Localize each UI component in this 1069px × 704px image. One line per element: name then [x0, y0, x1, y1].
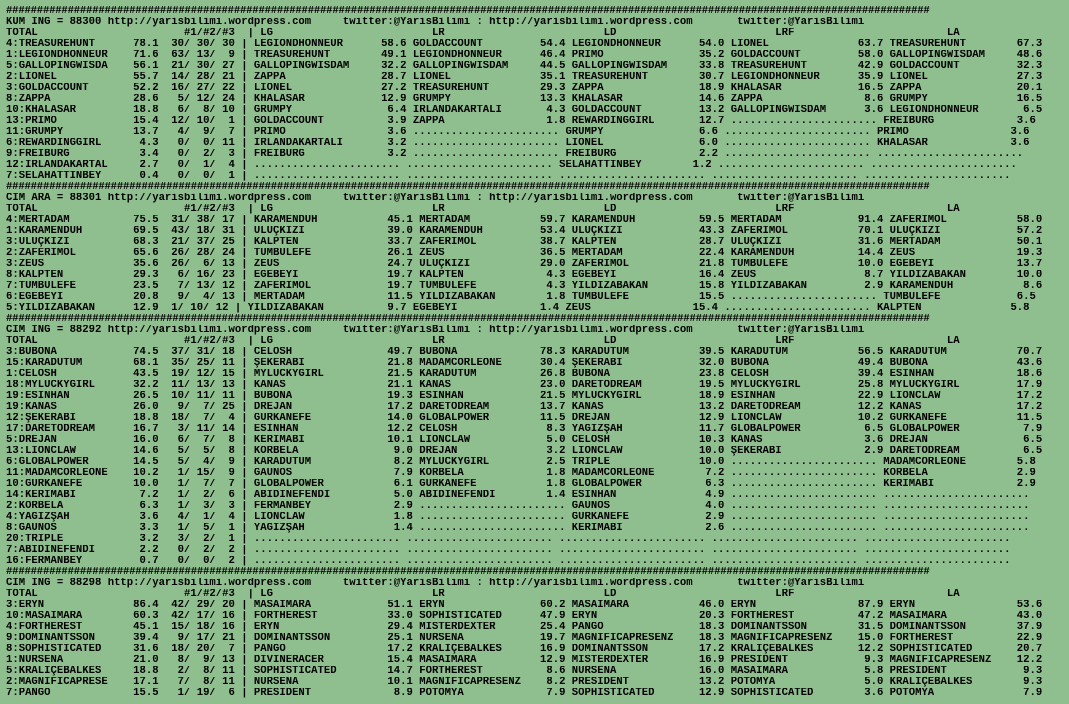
table-row: 1:LEGIONDHONNEUR 71.6 63/ 13/ 9 | TREASUREHUNT 49.1 LEGIONDHONNEUR 46.4 PRIMO 35.2 GOLDACCOUNT 58.0 GALLOPINGWISDAM 48.6: [6, 50, 1043, 61]
table-row: 18:MYLUCKYGIRL 32.2 11/ 13/ 13 | KANAS 21.1 KANAS 23.0 DARETODREAM 19.5 MYLUCKYGIRL 25.8 MYLUCKYGIRL 17.9: [6, 380, 1043, 391]
table-row: 1:KARAMENDUH 69.5 43/ 18/ 31 | ULUÇKIZI 39.0 KARAMENDUH 53.4 ULUÇKIZI 43.3 ZAFERİMOL 70.1 ULUÇKIZI 57.2: [6, 226, 1043, 237]
section-header: KUM ING = 88300 http://yarisbilimi.wordpress.com twitter:@YarisBilimi : http://yarisbilimi.wordpress.com twitter:@YarisBilimi: [6, 17, 865, 28]
table-row: 7:TUMBULEFE 23.5 7/ 13/ 12 | ZAFERİMOL 19.7 TUMBULEFE 4.3 YILDIZABAKAN 15.8 YILDIZABAKAN 2.9 KARAMENDUH 8.6: [6, 281, 1043, 292]
table-row: 19:KANAS 26.0 9/ 7/ 25 | DREJAN 17.2 DARETODREAM 13.7 KANAS 13.2 DARETODREAM 12.2 KANAS 17.2: [6, 402, 1043, 413]
section-header: CIM ARA = 88301 http://yarisbilimi.wordpress.com twitter:@YarisBilimi : http://yarisbilimi.wordpress.com twitter:@YarisBilimi: [6, 193, 865, 204]
table-row: 3:ERYN 86.4 42/ 29/ 20 | MASAIMARA 51.1 ERYN 60.2 MASAIMARA 46.0 ERYN 87.9 ERYN 53.6: [6, 600, 1043, 611]
column-header-row: TOTAL #1/#2/#3 | LG LR LD LRF LA: [6, 28, 960, 39]
table-row: 13:LIONCLAW 14.6 5/ 5/ 8 | KÖRBELA 9.0 DREJAN 3.2 LIONCLAW 10.0 ŞEKERABİ 2.9 DARETODREAM 6.5: [6, 446, 1043, 457]
table-row: 1:CELOSH 43.5 19/ 12/ 15 | MYLUCKYGIRL 21.5 KARADUTUM 26.8 BUBONA 23.8 CELOSH 39.4 ESİNHAN 18.6: [6, 369, 1043, 380]
table-row: 1:NURSENA 21.0 8/ 9/ 13 | DIVINERACER 15.4 MASAIMARA 12.9 MISTERDEXTER 16.9 PRESIDENT 9.3 MAGNIFICAPRESENZ 12.2: [6, 655, 1043, 666]
table-row: 16:FERMANBEY 0.7 0/ 0/ 2 | ....................... ....................... ....................... ....................... .......................: [6, 556, 1011, 567]
column-header-row: TOTAL #1/#2/#3 | LG LR LD LRF LA: [6, 336, 960, 347]
section-kum-ing-88300: [6, 17, 1069, 182]
section-cim-ing-88298: [6, 578, 1069, 699]
table-row: 8:ZAPPA 28.6 5/ 12/ 24 | KHALASAR 12.9 GRUMPY 13.3 KHALASAR 14.6 ZAPPA 8.6 GRUMPY 16.5: [6, 94, 1043, 105]
table-row: 5:GALLOPINGWISDA 56.1 21/ 30/ 27 | GALLOPINGWISDAM 32.2 GALLOPINGWISDAM 44.5 GALLOPINGWISDAM 33.8 TREASUREHUNT 42.9 GOLDACCOUNT 32.3: [6, 61, 1043, 72]
table-row: 13:PRIMO 15.4 12/ 10/ 1 | GOLDACCOUNT 3.9 ZAPPA 1.8 REWARDINGGIRL 12.7 ....................... FREIBURG 3.6: [6, 116, 1036, 127]
table-row: 14:KERİMABİ 7.2 1/ 2/ 6 | ABİDİNEFENDİ 5.0 ABİDİNEFENDİ 1.4 ESİNHAN 4.9 ....................... .......................: [6, 490, 1030, 501]
table-row: 7:ABİDİNEFENDİ 2.2 0/ 2/ 2 | ....................... ....................... ....................... ....................... .......................: [6, 545, 1011, 556]
table-row: 12:İRLANDAKARTAL 2.7 0/ 1/ 4 | ....................... ....................... SELAHATTİNBEY 1.2 ....................... .......................: [6, 160, 1017, 171]
table-row: 9:DOMINANTSSON 39.4 9/ 17/ 21 | DOMINANTSSON 25.1 NURSENA 19.7 MAGNIFICAPRESENZ 18.3 MAGNIFICAPRESENZ 15.0 FORTHEREST 22.9: [6, 633, 1043, 644]
table-row: 2:KÖRBELA 6.3 1/ 3/ 3 | FERMANBEY 2.9 ....................... GAUNOS 4.0 ....................... .......................: [6, 501, 1030, 512]
table-row: 3:ULUÇKIZI 68.3 21/ 37/ 25 | KALPTEN 33.7 ZAFERİMOL 38.7 KALPTEN 28.7 ULUÇKIZI 31.6 MERTADAM 50.1: [6, 237, 1043, 248]
table-row: 8:SOPHISTICATED 31.6 18/ 20/ 7 | PANGO 17.2 KRALİÇEBALKES 16.9 DOMINANTSSON 17.2 KRALİÇEBALKES 12.2 SOPHISTICATED 20.7: [6, 644, 1043, 655]
section-cim-ara-88301: [6, 193, 1069, 314]
table-row: 4:FORTHEREST 45.1 15/ 18/ 16 | ERYN 29.4 MISTERDEXTER 25.4 PANGO 18.3 DOMINANTSSON 31.5 DOMINANTSSON 37.9: [6, 622, 1043, 633]
table-row: 8:GAUNOS 3.3 1/ 5/ 1 | YAĞIZŞAH 1.4 ....................... KERİMABİ 2.6 ....................... .......................: [6, 523, 1030, 534]
table-row: 20:TRIPLE 3.2 3/ 2/ 1 | ....................... ....................... ....................... ....................... .......................: [6, 534, 1011, 545]
separator-line: ######################################################################################################################################################: [6, 6, 930, 17]
table-row: 7:SELAHATTİNBEY 0.4 0/ 0/ 1 | ....................... ....................... ....................... ....................... .......................: [6, 171, 1011, 182]
table-row: 2:LIONEL 55.7 14/ 28/ 21 | ZAPPA 28.7 LIONEL 35.1 TREASUREHUNT 30.7 LEGIONDHONNEUR 35.9 LIONEL 27.3: [6, 72, 1043, 83]
table-row: 4:MERTADAM 75.5 31/ 38/ 17 | KARAMENDUH 45.1 MERTADAM 59.7 KARAMENDUH 59.5 MERTADAM 91.4 ZAFERİMOL 58.0: [6, 215, 1043, 226]
table-row: 15:KARADUTUM 68.1 35/ 25/ 11 | ŞEKERABİ 21.8 MADAMCORLEONE 30.4 ŞEKERABİ 32.0 BUBONA 49.4 BUBONA 43.6: [6, 358, 1043, 369]
column-header-row: TOTAL #1/#2/#3 | LG LR LD LRF LA: [6, 589, 960, 600]
table-row: 6:GLOBALPOWER 14.5 5/ 4/ 9 | KARADUTUM 8.2 MYLUCKYGIRL 2.5 TRIPLE 10.0 ....................... MADAMCORLEONE 5.8: [6, 457, 1036, 468]
section-header: CIM ING = 88298 http://yarisbilimi.wordpress.com twitter:@YarisBilimi : http://yarisbilimi.wordpress.com twitter:@YarisBilimi: [6, 578, 865, 589]
table-row: 10:GÜRKANEFE 10.0 1/ 7/ 7 | GLOBALPOWER 6.1 GÜRKANEFE 1.8 GLOBALPOWER 6.3 ....................... KERİMABİ 2.9: [6, 479, 1036, 490]
table-row: 3:ZEUS 35.6 26/ 6/ 13 | ZEUS 24.7 ULUÇKIZI 29.0 ZAFERİMOL 21.8 TUMBULEFE 10.0 EGEBEYİ 13.7: [6, 259, 1043, 270]
table-row: 11:MADAMCORLEONE 10.2 1/ 15/ 9 | GAUNOS 7.9 KÖRBELA 1.8 MADAMCORLEONE 7.2 ....................... KÖRBELA 2.9: [6, 468, 1036, 479]
table-row: 11:GRUMPY 13.7 4/ 9/ 7 | PRIMO 3.6 ....................... GRUMPY 6.6 ....................... PRIMO 3.6: [6, 127, 1030, 138]
separator-line: ######################################################################################################################################################: [6, 567, 930, 578]
table-row: 10:KHALASAR 18.8 6/ 8/ 10 | GRUMPY 6.4 İRLANDAKARTALI 4.3 GOLDACCOUNT 13.2 GALLOPINGWISDAM 3.6 LEGIONDHONNEUR 6.5: [6, 105, 1043, 116]
column-header-row: TOTAL #1/#2/#3 | LG LR LD LRF LA: [6, 204, 960, 215]
table-row: 5:YILDIZABAKAN 12.9 1/ 10/ 12 | YILDIZABAKAN 9.7 EGEBEYİ 1.4 ZEUS 15.4 ....................... KALPTEN 5.8: [6, 303, 1030, 314]
table-row: 10:MASAIMARA 60.3 42/ 17/ 16 | FORTHEREST 33.0 SOPHISTICATED 47.9 ERYN 20.3 FORTHEREST 47.2 MASAIMARA 43.0: [6, 611, 1043, 622]
table-row: 4:YAĞIZŞAH 3.6 4/ 1/ 4 | LIONCLAW 1.8 ....................... GÜRKANEFE 2.9 ....................... .......................: [6, 512, 1030, 523]
table-row: 5:DREJAN 16.0 6/ 7/ 8 | KERİMABİ 10.1 LIONCLAW 5.0 CELOSH 10.3 KANAS 3.6 DREJAN 6.5: [6, 435, 1043, 446]
table-row: 12:ŞEKERABİ 18.8 18/ 7/ 4 | GÜRKANEFE 14.0 GLOBALPOWER 11.5 DREJAN 12.9 LIONCLAW 10.2 GÜRKANEFE 11.5: [6, 413, 1043, 424]
table-row: 6:REWARDINGGIRL 4.3 0/ 0/ 11 | İRLANDAKARTALI 3.2 ....................... LIONEL 6.0 ....................... KHALASAR 3.6: [6, 138, 1030, 149]
table-row: 3:GOLDACCOUNT 52.2 16/ 27/ 22 | LIONEL 27.2 TREASUREHUNT 29.3 ZAPPA 18.9 KHALASAR 16.5 ZAPPA 20.1: [6, 83, 1043, 94]
section-header: CIM ING = 88292 http://yarisbilimi.wordpress.com twitter:@YarisBilimi : http://yarisbilimi.wordpress.com twitter:@YarisBilimi: [6, 325, 865, 336]
table-row: 17:DARETODREAM 16.7 3/ 11/ 14 | ESİNHAN 12.2 CELOSH 8.3 YAĞIZŞAH 11.7 GLOBALPOWER 6.5 GLOBALPOWER 7.9: [6, 424, 1043, 435]
section-cim-ing-88292: [6, 325, 1069, 567]
table-row: 5:KRALİÇEBALKES 18.8 2/ 8/ 11 | SOPHISTICATED 14.7 FORTHEREST 8.6 NURSENA 16.0 MASAIMARA 5.8 PRESIDENT 9.3: [6, 666, 1043, 677]
table-row: 2:ZAFERİMOL 65.6 26/ 28/ 24 | TUMBULEFE 26.1 ZEUS 36.5 MERTADAM 22.4 KARAMENDUH 14.4 ZEUS 19.3: [6, 248, 1043, 259]
table-row: 19:ESİNHAN 26.5 10/ 11/ 11 | BUBONA 19.3 ESİNHAN 21.5 MYLUCKYGIRL 18.9 ESİNHAN 22.9 LIONCLAW 17.2: [6, 391, 1043, 402]
table-row: 6:EGEBEYİ 20.8 9/ 4/ 13 | MERTADAM 11.5 YILDIZABAKAN 1.8 TUMBULEFE 15.5 ....................... TUMBULEFE 6.5: [6, 292, 1036, 303]
table-row: 2:MAGNİFICAPRESE 17.1 7/ 8/ 11 | NURSENA 10.1 MAGNIFICAPRESENZ 8.2 PRESIDENT 13.2 POTOMYA 5.0 KRALİÇEBALKES 9.3: [6, 677, 1043, 688]
table-row: 7:PANGO 15.5 1/ 19/ 6 | PRESIDENT 8.9 POTOMYA 7.9 SOPHISTICATED 12.9 SOPHISTICATED 3.6 POTOMYA 7.9: [6, 688, 1043, 699]
separator-line: ######################################################################################################################################################: [6, 314, 930, 325]
table-row: 3:BUBONA 74.5 37/ 31/ 18 | CELOSH 49.7 BUBONA 78.3 KARADUTUM 39.5 KARADUTUM 56.5 KARADUTUM 70.7: [6, 347, 1043, 358]
table-row: 9:FREIBURG 3.4 0/ 2/ 3 | FREIBURG 3.2 ....................... FREIBURG 2.2 ....................... .......................: [6, 149, 1024, 160]
separator-line: ######################################################################################################################################################: [6, 182, 930, 193]
table-row: 8:KALPTEN 29.3 6/ 16/ 23 | EGEBEYİ 19.7 KALPTEN 4.3 EGEBEYİ 16.4 ZEUS 8.7 YILDIZABAKAN 10.0: [6, 270, 1043, 281]
table-row: 4:TREASUREHUNT 78.1 30/ 30/ 30 | LEGIONDHONNEUR 58.6 GOLDACCOUNT 54.4 LEGIONDHONNEUR 54.0 LIONEL 63.7 TREASUREHUNT 67.3: [6, 39, 1043, 50]
